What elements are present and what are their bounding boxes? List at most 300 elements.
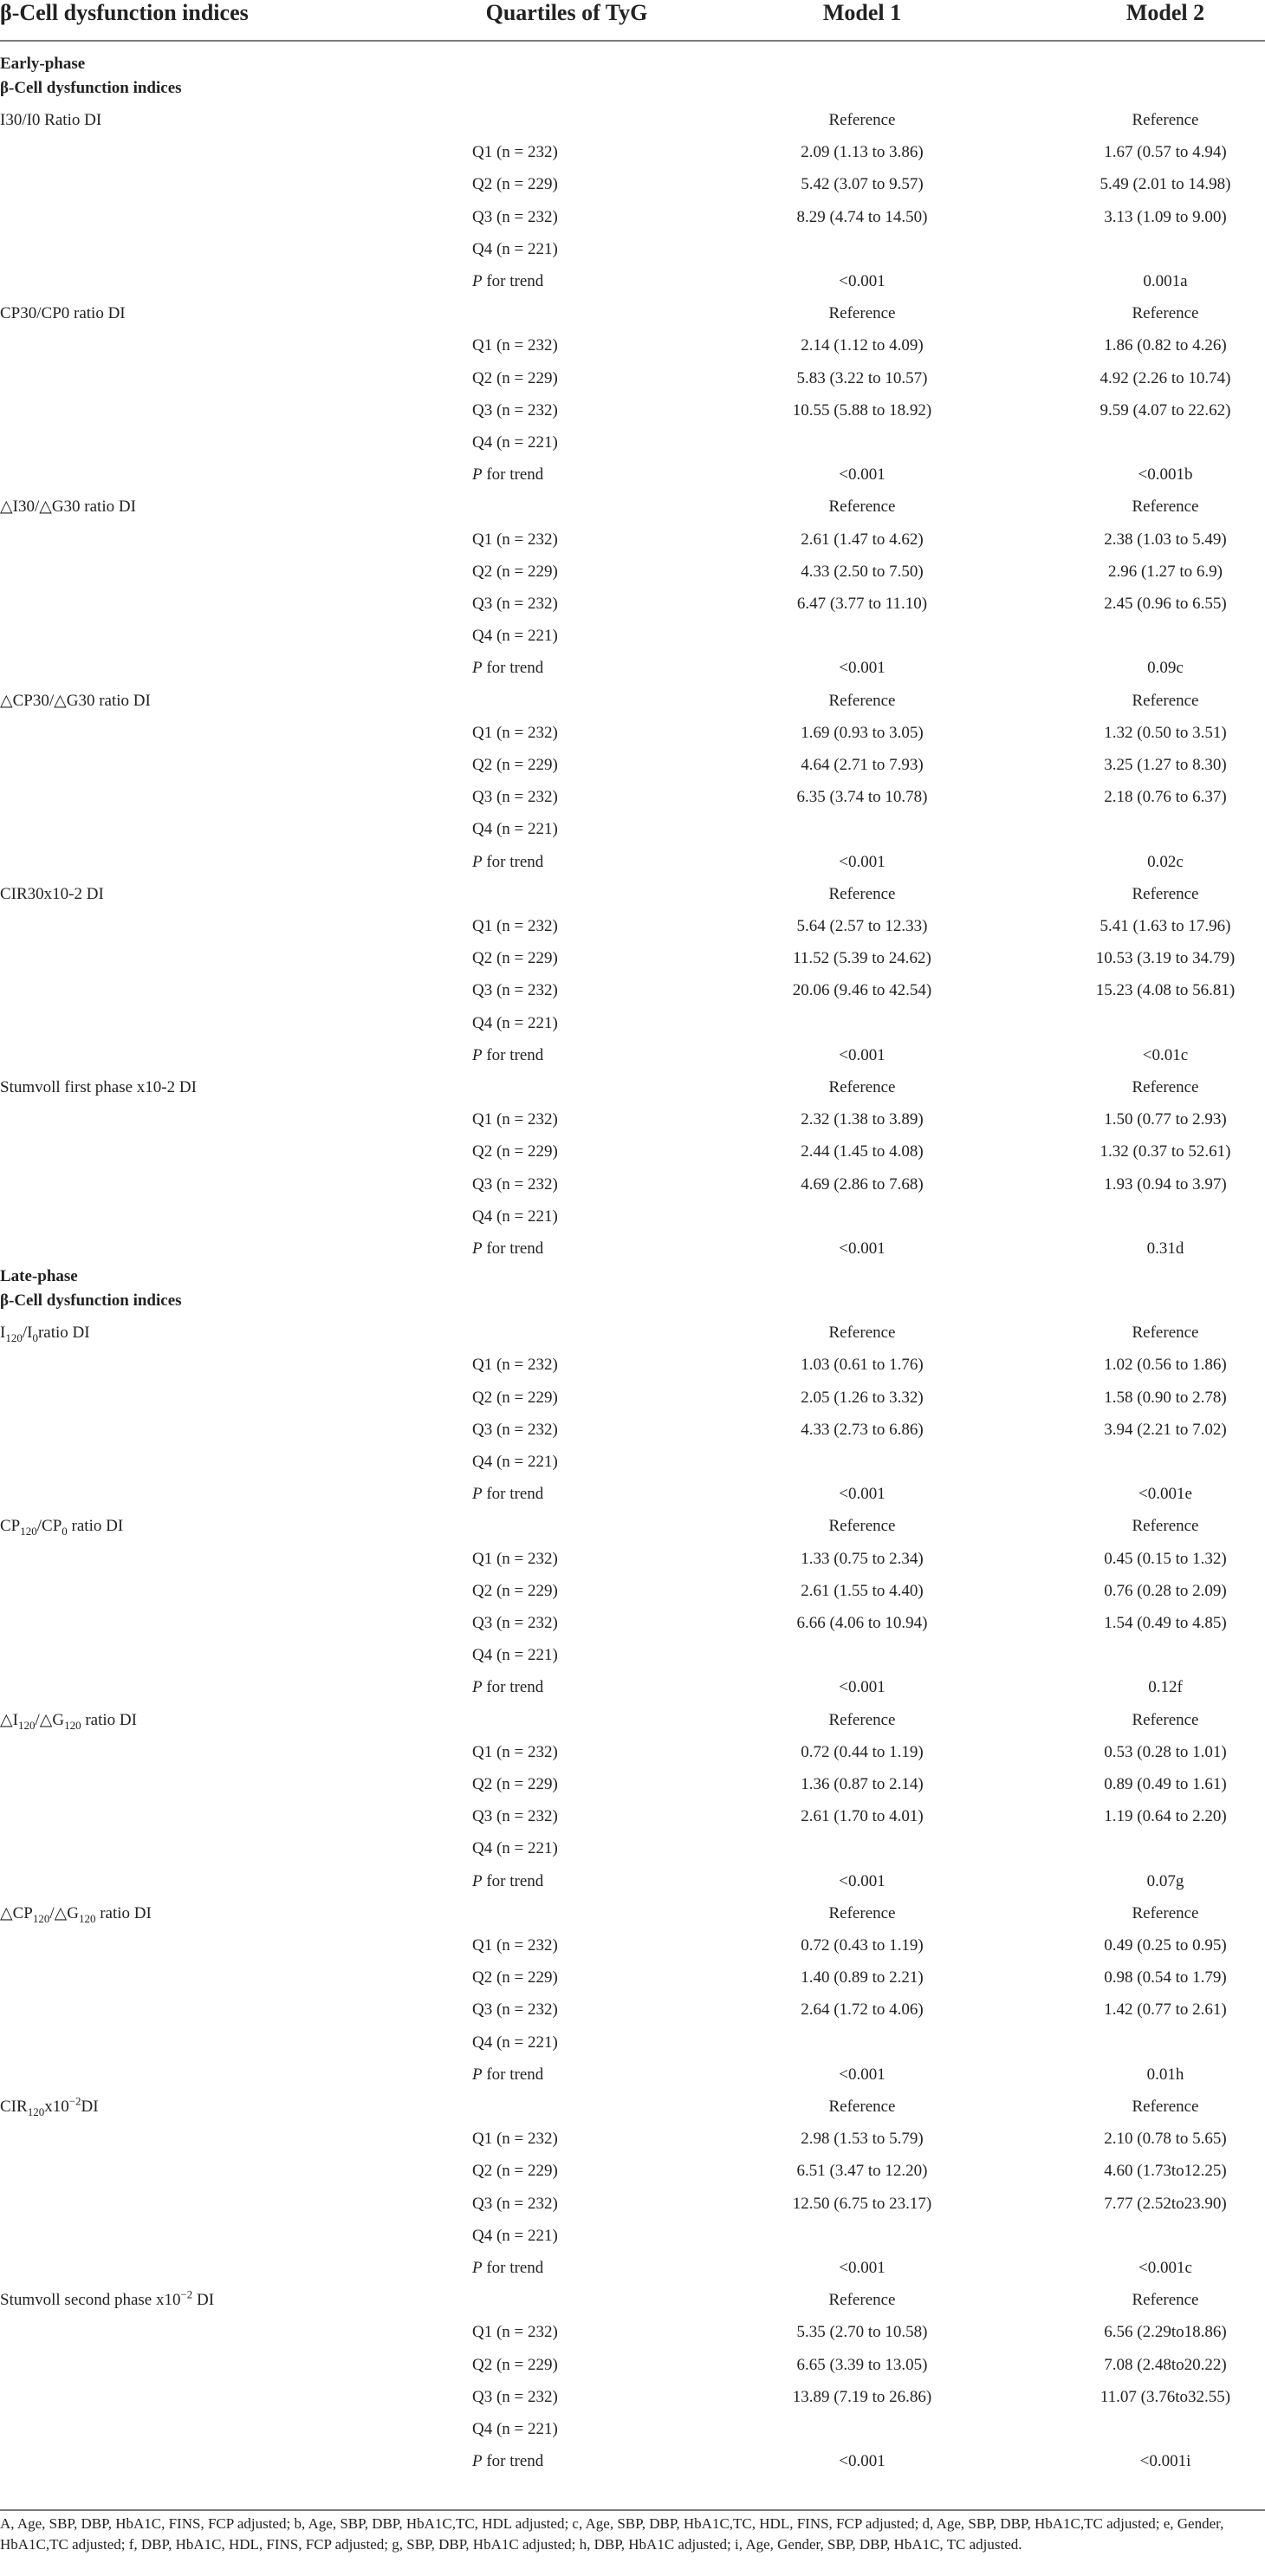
model-1-value: <0.001: [839, 465, 886, 485]
model-2-value: 1.58 (0.90 to 2.78): [1104, 1388, 1227, 1407]
model-1-value: <0.001: [839, 1045, 886, 1064]
model-2-value: Reference: [1132, 304, 1199, 323]
section-heading-row: [0, 76, 1265, 101]
quartile-label: [472, 362, 558, 394]
label-text: Q2 (n = 229): [472, 1142, 558, 1161]
model-2-value: 11.07 (3.76to32.55): [1100, 2387, 1231, 2406]
model-2-value: Reference: [1132, 1324, 1199, 1343]
label-text: for trend: [482, 1045, 544, 1064]
p-for-trend-label: [472, 2252, 543, 2284]
index-row: [0, 1897, 1265, 1929]
model-2-value: 0.001a: [1143, 272, 1188, 290]
quartile-label: [472, 1639, 558, 1671]
section-heading: β-Cell dysfunction indices: [0, 1291, 182, 1311]
p-trend-row: [0, 265, 1265, 297]
model-2-value: 5.41 (1.63 to 17.96): [1100, 917, 1231, 935]
model-1-value: Reference: [828, 1710, 896, 1729]
label-text: Q4 (n = 221): [472, 1013, 558, 1032]
label-text: for trend: [482, 1678, 544, 1697]
label-text: Q4 (n = 221): [472, 1453, 558, 1471]
index-row: [0, 685, 1265, 717]
label-text: Q4 (n = 221): [472, 820, 558, 839]
label-text: Q3 (n = 232): [472, 2000, 558, 2020]
model-1-value: 4.64 (2.71 to 7.93): [801, 756, 924, 774]
label-text: Q3 (n = 232): [472, 2194, 558, 2213]
header-quartiles: Quartiles of TyG: [485, 0, 648, 25]
quartile-row: [0, 1639, 1265, 1671]
p-symbol: P: [472, 2065, 483, 2084]
model-2-value: 1.50 (0.77 to 2.93): [1104, 1110, 1227, 1129]
model-2-value: <0.01c: [1142, 1045, 1189, 1064]
quartile-label: [472, 1382, 558, 1414]
model-2-value: 0.89 (0.49 to 1.61): [1104, 1775, 1227, 1793]
quartile-row: [0, 1200, 1265, 1233]
model-2-value: 3.94 (2.21 to 7.02): [1104, 1420, 1227, 1439]
quartile-label: [472, 749, 558, 781]
model-1-value: 2.98 (1.53 to 5.79): [801, 2130, 924, 2149]
model-2-value: Reference: [1132, 498, 1199, 517]
label-text: Q2 (n = 229): [472, 949, 558, 968]
model-1-value: 2.61 (1.47 to 4.62): [801, 530, 924, 549]
label-text: Q2 (n = 229): [472, 1968, 558, 1987]
label-text: Q4 (n = 221): [472, 1207, 558, 1226]
quartile-row: [0, 1832, 1265, 1864]
label-text: Q1 (n = 232): [472, 1110, 558, 1129]
label-text: Q1 (n = 232): [472, 2130, 558, 2149]
model-2-value: 0.12f: [1148, 1678, 1183, 1697]
index-row: [0, 297, 1265, 329]
quartile-row: [0, 1349, 1265, 1381]
quartile-row: [0, 1768, 1265, 1800]
model-2-value: 7.08 (2.48to20.22): [1104, 2355, 1227, 2374]
quartile-label: [472, 2413, 558, 2445]
quartile-row: [0, 588, 1265, 620]
model-1-value: Reference: [828, 1324, 896, 1343]
quartile-row: [0, 2220, 1265, 2252]
model-2-value: 1.32 (0.50 to 3.51): [1104, 723, 1227, 742]
p-trend-row: [0, 2059, 1265, 2091]
model-2-value: 7.77 (2.52to23.90): [1104, 2194, 1227, 2213]
quartile-label: [472, 2381, 558, 2413]
label-text: Q3 (n = 232): [472, 1174, 558, 1194]
quartile-label: [472, 1103, 558, 1135]
p-trend-row: [0, 846, 1265, 878]
model-1-value: Reference: [828, 1517, 896, 1536]
quartile-row: [0, 1543, 1265, 1575]
p-symbol: P: [472, 272, 483, 290]
p-trend-row: [0, 1478, 1265, 1510]
model-1-value: 2.44 (1.45 to 4.08): [801, 1142, 924, 1161]
quartile-row: [0, 620, 1265, 652]
p-for-trend-label: [472, 1865, 543, 1897]
model-2-value: 0.01h: [1146, 2065, 1184, 2084]
quartile-label: [472, 588, 558, 620]
model-2-value: 15.23 (4.08 to 56.81): [1095, 981, 1236, 1000]
model-1-value: 6.47 (3.77 to 11.10): [796, 595, 928, 613]
model-1-value: 10.55 (5.88 to 18.92): [792, 400, 932, 420]
quartile-row: [0, 942, 1265, 974]
model-1-value: 5.83 (3.22 to 10.57): [796, 368, 928, 387]
label-text: Q1 (n = 232): [472, 723, 558, 742]
quartile-row: [0, 1607, 1265, 1639]
model-1-value: <0.001: [839, 1678, 886, 1697]
model-1-value: 6.35 (3.74 to 10.78): [796, 788, 928, 807]
model-1-value: <0.001: [839, 1871, 886, 1890]
p-for-trend-label: [472, 2059, 543, 2091]
header-model-2: Model 2: [1126, 0, 1205, 25]
model-1-value: Reference: [828, 498, 896, 517]
quartile-row: [0, 362, 1265, 394]
quartile-label: [472, 1994, 558, 2026]
header-indices: β-Cell dysfunction indices: [0, 0, 249, 25]
quartile-label: [472, 781, 558, 813]
index-name: $CP_{120}/CP_0$ ratio DI: [0, 1517, 124, 1538]
quartile-row: [0, 2349, 1265, 2381]
quartile-label: [472, 974, 558, 1006]
model-2-value: 2.18 (0.76 to 6.37): [1104, 788, 1227, 807]
label-text: for trend: [482, 2452, 544, 2471]
label-text: Q3 (n = 232): [472, 207, 558, 226]
model-2-value: 0.76 (0.28 to 2.09): [1104, 1581, 1227, 1600]
quartile-label: [472, 524, 558, 556]
quartile-row: [0, 781, 1265, 813]
index-row: [0, 491, 1265, 523]
model-2-value: 9.59 (4.07 to 22.62): [1100, 400, 1231, 420]
quartile-row: [0, 556, 1265, 588]
p-trend-row: [0, 2445, 1265, 2477]
model-1-value: 2.32 (1.38 to 3.89): [801, 1110, 924, 1129]
model-2-value: 3.13 (1.09 to 9.00): [1104, 207, 1227, 226]
label-text: Q3 (n = 232): [472, 788, 558, 807]
header-model-1: Model 1: [822, 0, 902, 25]
quartile-row: [0, 1168, 1265, 1200]
quartile-label: [472, 620, 558, 652]
model-1-value: 11.52 (5.39 to 24.62): [793, 949, 931, 968]
model-1-value: 20.06 (9.46 to 42.54): [792, 981, 932, 1000]
quartile-row: [0, 1736, 1265, 1768]
label-text: Q1 (n = 232): [472, 917, 558, 935]
p-for-trend-label: [472, 1671, 543, 1703]
p-for-trend-label: [472, 846, 543, 878]
label-text: Q2 (n = 229): [472, 562, 558, 581]
model-2-value: Reference: [1132, 1710, 1199, 1729]
label-text: Q2 (n = 229): [472, 756, 558, 774]
label-text: Q2 (n = 229): [472, 1775, 558, 1793]
model-2-value: Reference: [1132, 1517, 1199, 1536]
quartile-label: [472, 1007, 558, 1039]
model-2-value: 0.02c: [1147, 852, 1184, 871]
label-text: for trend: [482, 272, 544, 290]
model-1-value: 5.64 (2.57 to 12.33): [796, 917, 928, 935]
quartile-label: [472, 394, 558, 426]
model-1-value: 4.33 (2.50 to 7.50): [801, 562, 924, 581]
model-2-value: <0.001b: [1138, 465, 1193, 485]
quartile-row: [0, 1135, 1265, 1168]
model-2-value: 1.86 (0.82 to 4.26): [1104, 336, 1227, 355]
label-text: Q3 (n = 232): [472, 1807, 558, 1826]
quartile-label: [472, 1414, 558, 1446]
quartile-label: [472, 2155, 558, 2187]
quartile-label: [472, 556, 558, 588]
model-2-value: 0.09c: [1147, 659, 1184, 678]
index-row: [0, 1510, 1265, 1542]
quartile-row: [0, 749, 1265, 781]
model-1-value: 13.89 (7.19 to 26.86): [792, 2387, 932, 2406]
label-text: for trend: [482, 1485, 544, 1504]
model-1-value: 2.05 (1.26 to 3.32): [801, 1388, 924, 1407]
model-2-value: 1.54 (0.49 to 4.85): [1104, 1614, 1227, 1632]
model-2-value: 4.92 (2.26 to 10.74): [1100, 368, 1231, 387]
model-2-value: 1.93 (0.94 to 3.97): [1104, 1174, 1227, 1194]
index-row: [0, 1317, 1265, 1349]
model-1-value: 6.51 (3.47 to 12.20): [796, 2162, 928, 2181]
quartile-label: [472, 813, 558, 845]
label-text: Q1 (n = 232): [472, 530, 558, 549]
index-name: CP30/CP0 ratio DI: [0, 304, 126, 323]
label-text: Q4 (n = 221): [472, 433, 558, 452]
model-2-value: 0.45 (0.15 to 1.32): [1104, 1549, 1227, 1568]
label-text: Q2 (n = 229): [472, 175, 558, 194]
p-trend-row: [0, 1865, 1265, 1897]
p-trend-row: [0, 1671, 1265, 1703]
index-name: △I30/△G30 ratio DI: [0, 498, 136, 517]
quartile-row: [0, 233, 1265, 265]
model-2-value: 0.98 (0.54 to 1.79): [1104, 1968, 1227, 1987]
quartile-row: [0, 1929, 1265, 1961]
model-1-value: Reference: [828, 111, 896, 129]
quartile-label: [472, 1607, 558, 1639]
quartile-row: [0, 1414, 1265, 1446]
p-symbol: P: [472, 1871, 483, 1890]
model-2-value: 1.32 (0.37 to 52.61): [1100, 1142, 1231, 1161]
model-1-value: 12.50 (6.75 to 23.17): [792, 2194, 932, 2213]
p-symbol: P: [472, 2259, 483, 2277]
quartile-row: [0, 2155, 1265, 2187]
section-heading: β-Cell dysfunction indices: [0, 79, 182, 97]
index-name: Stumvoll first phase x10-2 DI: [0, 1078, 197, 1096]
model-1-value: 1.69 (0.93 to 3.05): [801, 723, 924, 742]
quartile-label: [472, 1349, 558, 1381]
model-1-value: <0.001: [839, 1239, 886, 1258]
quartile-row: [0, 2413, 1265, 2445]
model-1-value: 2.09 (1.13 to 3.86): [801, 143, 924, 162]
label-text: Q1 (n = 232): [472, 1936, 558, 1955]
index-row: [0, 2091, 1265, 2123]
quartile-row: [0, 910, 1265, 942]
quartile-label: [472, 942, 558, 974]
quartile-label: [472, 1168, 558, 1200]
quartile-label: [472, 2188, 558, 2220]
model-1-value: 8.29 (4.74 to 14.50): [796, 207, 928, 226]
p-symbol: P: [472, 2452, 483, 2471]
quartile-row: [0, 1800, 1265, 1832]
p-trend-row: [0, 1233, 1265, 1265]
label-text: Q2 (n = 229): [472, 1388, 558, 1407]
label-text: Q2 (n = 229): [472, 2162, 558, 2181]
table-footnote: A, Age, SBP, DBP, HbA1C, FINS, FCP adjusted; b, Age, SBP, DBP, HbA1C,TC, HDL adjusted; c, Age, SBP, DBP, HbA1C,TC, HDL, FINS, FCP adjusted; d, Age, SBP, DBP, HbA1C,TC adjusted; e, Gender, HbA1C,TC adjusted; f, DBP, HbA1C, HDL, FINS, FCP adjusted; g, SBP, DBP, HbA1C adjusted; h, DBP, HbA1C adjusted; i, Age, Gender, SBP, DBP, HbA1C, TC adjusted.: [0, 2515, 1224, 2553]
label-text: Q3 (n = 232): [472, 1420, 558, 1439]
model-2-value: 1.42 (0.77 to 2.61): [1104, 2000, 1227, 2020]
index-name: Stumvoll second phase $x10^{-2}$ DI: [0, 2287, 215, 2310]
model-1-value: 5.35 (2.70 to 10.58): [796, 2323, 928, 2342]
quartile-label: [472, 233, 558, 265]
model-1-value: 4.69 (2.86 to 7.68): [801, 1174, 924, 1194]
index-row: [0, 2284, 1265, 2316]
label-text: Q1 (n = 232): [472, 143, 558, 162]
index-row: [0, 104, 1265, 136]
model-2-value: 0.49 (0.25 to 0.95): [1104, 1936, 1227, 1955]
p-symbol: P: [472, 1239, 483, 1258]
label-text: for trend: [482, 2065, 544, 2084]
label-text: Q4 (n = 221): [472, 2033, 558, 2052]
label-text: Q1 (n = 232): [472, 1742, 558, 1761]
quartile-row: [0, 168, 1265, 200]
p-trend-row: [0, 1039, 1265, 1071]
model-1-value: <0.001: [839, 852, 886, 871]
quartile-row: [0, 2123, 1265, 2155]
quartile-row: [0, 394, 1265, 426]
section-heading-row: [0, 52, 1265, 76]
model-1-value: <0.001: [839, 2065, 886, 2084]
quartile-label: [472, 1446, 558, 1478]
p-trend-row: [0, 652, 1265, 684]
model-1-value: 4.33 (2.73 to 6.86): [801, 1420, 924, 1439]
model-2-value: 1.67 (0.57 to 4.94): [1104, 143, 1227, 162]
quartile-row: [0, 2188, 1265, 2220]
model-1-value: Reference: [828, 304, 896, 323]
label-text: Q3 (n = 232): [472, 1614, 558, 1632]
model-2-value: 6.56 (2.29to18.86): [1104, 2323, 1227, 2342]
quartile-label: [472, 2316, 558, 2348]
model-1-value: <0.001: [839, 1485, 886, 1504]
model-1-value: <0.001: [839, 272, 886, 290]
quartile-label: [472, 2349, 558, 2381]
model-1-value: 2.61 (1.55 to 4.40): [801, 1581, 924, 1600]
table-header: [0, 0, 1265, 42]
model-2-value: 2.38 (1.03 to 5.49): [1104, 530, 1227, 549]
label-text: Q3 (n = 232): [472, 400, 558, 420]
label-text: Q1 (n = 232): [472, 1356, 558, 1375]
p-symbol: P: [472, 659, 483, 678]
quartile-label: [472, 1543, 558, 1575]
quartile-label: [472, 1832, 558, 1864]
quartile-row: [0, 974, 1265, 1006]
p-trend-row: [0, 459, 1265, 491]
section-heading-row: [0, 1265, 1265, 1289]
quartile-row: [0, 813, 1265, 845]
model-2-value: 10.53 (3.19 to 34.79): [1095, 949, 1236, 968]
quartile-row: [0, 201, 1265, 233]
index-row: [0, 1071, 1265, 1103]
quartile-row: [0, 524, 1265, 556]
quartile-row: [0, 1103, 1265, 1135]
table-bottom-rule: [0, 2509, 1265, 2511]
label-text: Q4 (n = 221): [472, 2420, 558, 2438]
label-text: Q1 (n = 232): [472, 1549, 558, 1568]
index-name: I30/I0 Ratio DI: [0, 111, 102, 129]
model-1-value: 6.66 (4.06 to 10.94): [796, 1614, 928, 1632]
model-1-value: Reference: [828, 2098, 896, 2116]
model-2-value: 2.96 (1.27 to 6.9): [1108, 562, 1223, 581]
section-heading: Late-phase: [0, 1267, 78, 1286]
quartile-row: [0, 1961, 1265, 1994]
model-2-value: Reference: [1132, 1903, 1199, 1922]
quartile-label: [472, 168, 558, 200]
label-text: for trend: [482, 1871, 544, 1890]
p-for-trend-label: [472, 1039, 543, 1071]
index-row: [0, 878, 1265, 910]
quartile-label: [472, 1575, 558, 1607]
model-1-value: 0.72 (0.43 to 1.19): [801, 1936, 924, 1955]
index-name: △CP30/△G30 ratio DI: [0, 691, 151, 710]
model-2-value: 2.10 (0.78 to 5.65): [1104, 2130, 1227, 2149]
label-text: Q4 (n = 221): [472, 1839, 558, 1858]
model-2-value: 1.02 (0.56 to 1.86): [1104, 1356, 1227, 1375]
model-1-value: 2.61 (1.70 to 4.01): [801, 1807, 924, 1826]
quartile-label: [472, 1961, 558, 1994]
quartile-label: [472, 329, 558, 361]
p-symbol: P: [472, 1045, 483, 1064]
index-name: $CIR_{120}x10^{-2}DI$: [0, 2094, 99, 2118]
model-1-value: Reference: [828, 1903, 896, 1922]
model-2-value: Reference: [1132, 884, 1199, 903]
p-symbol: P: [472, 1678, 483, 1697]
model-1-value: 0.72 (0.44 to 1.19): [801, 1742, 924, 1761]
p-for-trend-label: [472, 265, 543, 297]
p-for-trend-label: [472, 1233, 543, 1265]
label-text: for trend: [482, 465, 544, 485]
quartile-label: [472, 1135, 558, 1168]
label-text: Q3 (n = 232): [472, 981, 558, 1000]
p-symbol: P: [472, 852, 483, 871]
quartile-row: [0, 2026, 1265, 2059]
model-2-value: Reference: [1132, 691, 1199, 710]
label-text: Q4 (n = 221): [472, 239, 558, 258]
model-1-value: 2.14 (1.12 to 4.09): [801, 336, 924, 355]
model-1-value: Reference: [828, 2291, 896, 2310]
model-2-value: 1.19 (0.64 to 2.20): [1104, 1807, 1227, 1826]
model-2-value: Reference: [1132, 2291, 1199, 2310]
quartile-label: [472, 2026, 558, 2059]
p-trend-row: [0, 2252, 1265, 2284]
p-symbol: P: [472, 1485, 483, 1504]
p-symbol: P: [472, 465, 483, 485]
label-text: Q3 (n = 232): [472, 595, 558, 613]
label-text: for trend: [482, 1239, 544, 1258]
quartile-row: [0, 1382, 1265, 1414]
quartile-label: [472, 2220, 558, 2252]
p-for-trend-label: [472, 1478, 543, 1510]
quartile-row: [0, 2316, 1265, 2348]
model-2-value: 2.45 (0.96 to 6.55): [1104, 595, 1227, 613]
index-row: [0, 1704, 1265, 1736]
quartile-row: [0, 717, 1265, 749]
model-1-value: 5.42 (3.07 to 9.57): [801, 175, 924, 194]
label-text: Q2 (n = 229): [472, 2355, 558, 2374]
label-text: Q4 (n = 221): [472, 627, 558, 646]
quartile-row: [0, 1994, 1265, 2026]
model-1-value: Reference: [828, 691, 896, 710]
model-2-value: Reference: [1132, 1078, 1199, 1096]
model-1-value: <0.001: [839, 2452, 886, 2471]
label-text: Q4 (n = 221): [472, 2226, 558, 2245]
model-2-value: 4.60 (1.73to12.25): [1104, 2162, 1227, 2181]
quartile-row: [0, 2381, 1265, 2413]
model-1-value: 1.36 (0.87 to 2.14): [801, 1775, 924, 1793]
model-2-value: <0.001e: [1138, 1485, 1192, 1504]
quartile-label: [472, 717, 558, 749]
model-1-value: Reference: [828, 884, 896, 903]
